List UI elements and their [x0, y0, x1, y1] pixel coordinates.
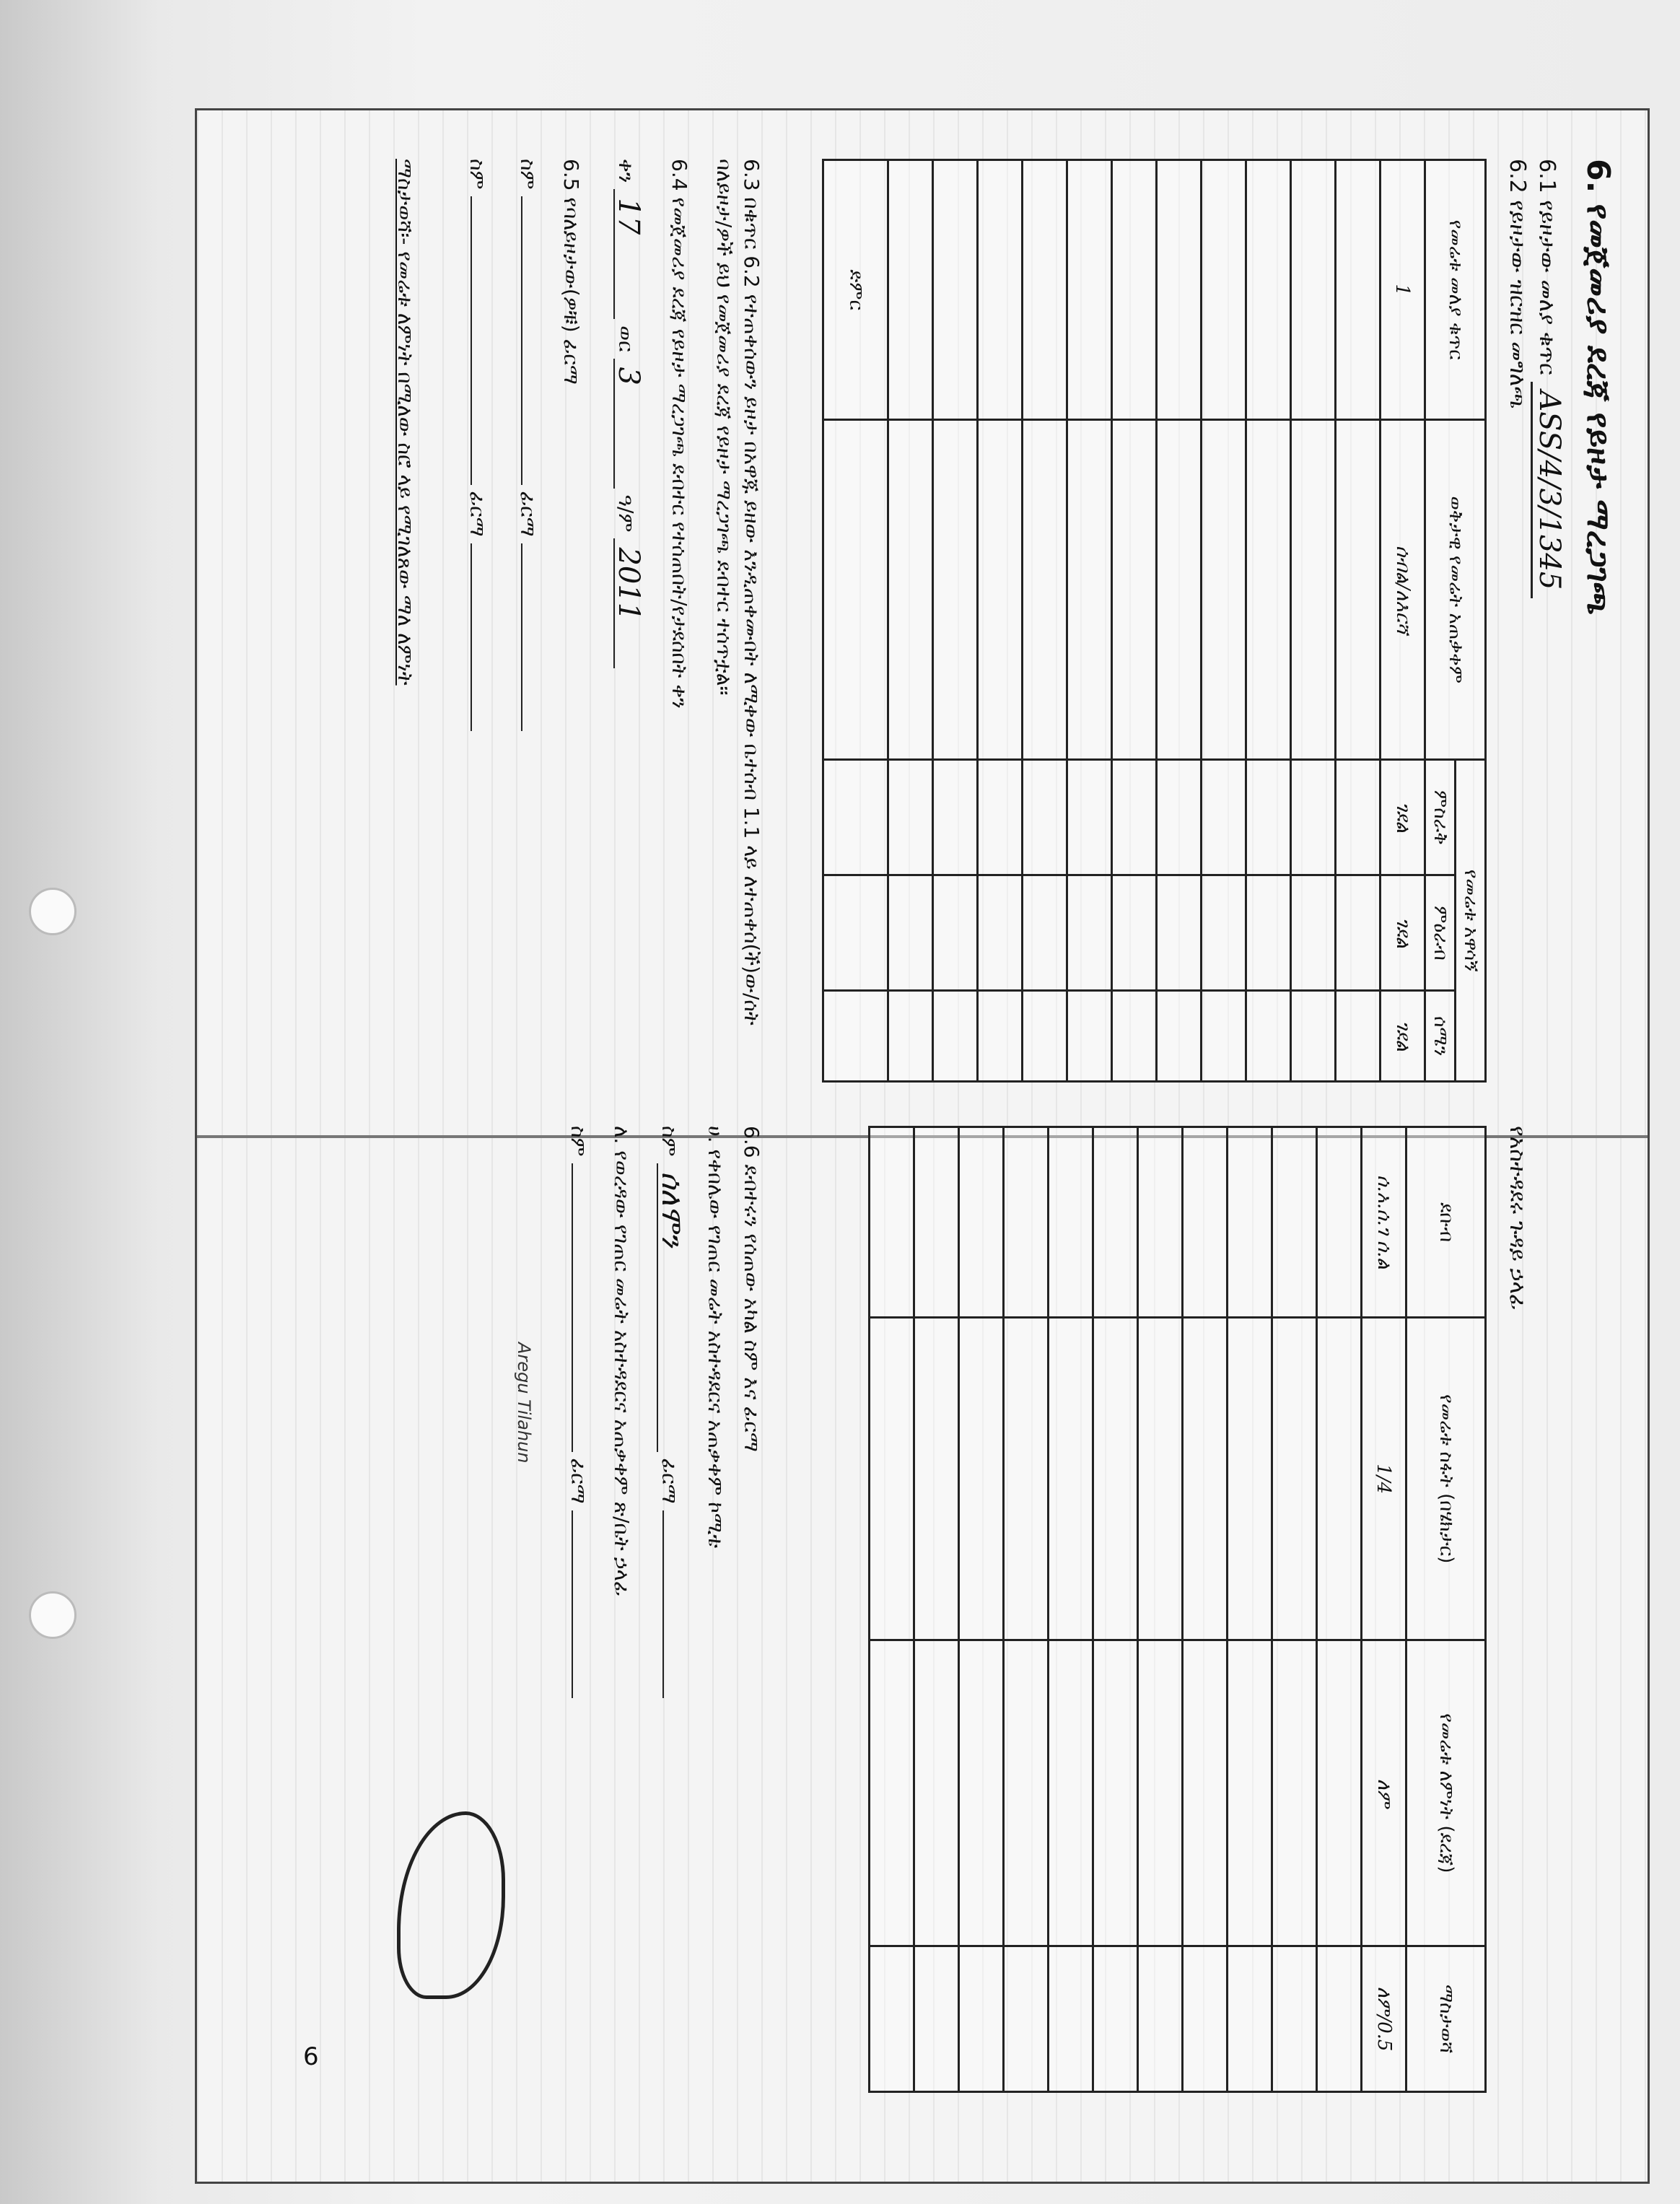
- table-cell: [870, 1640, 914, 1946]
- table-cell: [1317, 1318, 1362, 1640]
- table-header-cell: ደቡብ: [1406, 1127, 1486, 1318]
- table-cell: [1202, 991, 1246, 1082]
- stamp-text: Aregu Tilahun: [514, 1342, 534, 1464]
- table-cell: [1112, 160, 1157, 420]
- sign-label: ፊርማ: [566, 1458, 590, 1504]
- table-cell: [1049, 1640, 1093, 1946]
- table-cell: [978, 760, 1023, 875]
- table-row: [1093, 1127, 1138, 2092]
- punch-hole-bottom: [29, 1591, 76, 1639]
- table-cell: [978, 420, 1023, 760]
- table-cell: [933, 420, 978, 760]
- table-group-header: የመሬቱ አዋሳኝ: [1456, 760, 1486, 1082]
- table-row: [1004, 1127, 1049, 2092]
- table-cell: [1112, 991, 1157, 1082]
- section-title: 6. የመጀመሪያ ደረጃ የይዞታ ማረጋገጫ: [1580, 159, 1616, 615]
- table-cell: [1291, 875, 1336, 991]
- table-cell: [1228, 1640, 1272, 1946]
- punch-hole-top: [29, 888, 76, 935]
- table-cell: [1067, 875, 1112, 991]
- name-line: [572, 1163, 573, 1452]
- name-label: ስም: [465, 159, 489, 190]
- table-row: [1049, 1127, 1093, 2092]
- sign-line: [471, 543, 472, 731]
- table-row: [870, 1127, 914, 2092]
- table-cell: [959, 1640, 1004, 1946]
- table-row: [1362, 1127, 1406, 2092]
- table-row: [1067, 160, 1112, 1082]
- table-cell: [1317, 1640, 1362, 1946]
- table-row: [1183, 1127, 1228, 2092]
- table-cell: ገደል: [1381, 991, 1425, 1082]
- table-cell: [1336, 875, 1381, 991]
- paragraph-6-4: 6.4 የመጀመሪያ ደረጃ የይዞታ ማረጋገጫ ደብተር የተሰጠበት/የታደሰበት ቀን: [668, 159, 691, 709]
- table-cell: [959, 1946, 1004, 2092]
- table-row: [888, 160, 933, 1082]
- paragraph-6-6-b: ለ. የወረዳው የገጠር መሬት አስተዳደርና አጠቃቀም ጽ/ቤት ኃላፊ: [610, 1126, 634, 1596]
- table-cell: [1138, 1946, 1183, 2092]
- sign-line: [521, 543, 522, 731]
- table-row: [1023, 160, 1067, 1082]
- land-boundary-table: [822, 159, 1487, 1083]
- table-row: [1336, 160, 1381, 1082]
- table-header-cell: የመሬቱ ስፋት (በሄክታር): [1406, 1318, 1486, 1640]
- table-cell: [1067, 160, 1112, 420]
- table-cell: [978, 991, 1023, 1082]
- office-signature-row: [564, 1126, 592, 1698]
- table-header-row: [1406, 1127, 1486, 2092]
- paragraph-6-3: 6.3 በቁጥር 6.2 የተጠቀሰውን ይዞታ በአዋጁ ይዘው እንዲጠቀሙበት ለሚቀው ቤተሰብ 1.1 ላይ ለተጠቀሰ(ች)ው/ሰት ባለይዞታ/ዎች ይህ የመጀመሪያ ደረጃ የይዞታ ማረጋገጫ ደብተር ተሰጥቷል።: [712, 159, 764, 1026]
- table-body: [888, 160, 1425, 1082]
- sign-label: ፊርማ: [516, 491, 540, 537]
- right-table-caption: የአስተዳደሩ ጉዳይ ኃላፊ: [1505, 1126, 1530, 1311]
- table-row: [1291, 160, 1336, 1082]
- table-cell: [959, 1318, 1004, 1640]
- table-body: [870, 1127, 1406, 2092]
- table-cell: [1183, 1946, 1228, 2092]
- table-cell: [1023, 760, 1067, 875]
- table-cell: [1067, 760, 1112, 875]
- table-cell: [914, 1640, 959, 1946]
- sign-line: [662, 1510, 664, 1698]
- date-day-label: ቀን: [614, 159, 638, 183]
- table-cell: [1228, 1127, 1272, 1318]
- table-cell: [1317, 1946, 1362, 2092]
- date-month-value: 3: [613, 359, 642, 489]
- table-row: [914, 1127, 959, 2092]
- holder-signature-row-2: [463, 159, 491, 731]
- table-cell: [1004, 1127, 1049, 1318]
- table-cell: [1291, 160, 1336, 420]
- table-header-cell: የመሬቱ ለምነት (ደረጃ): [1406, 1640, 1486, 1946]
- table-cell: [1202, 760, 1246, 875]
- table-cell: [914, 1318, 959, 1640]
- table-row: [1317, 1127, 1362, 2092]
- table-row: [978, 160, 1023, 1082]
- sign-label: ፊርማ: [465, 491, 489, 537]
- table-header-cell: ምዕራብ: [1425, 875, 1456, 991]
- paragraph-6-6: 6.6 ደብተሩን የሰጠው አካል ስም እና ፊርማ: [740, 1126, 764, 1452]
- table-cell: [1157, 160, 1202, 420]
- table-cell: [1023, 160, 1067, 420]
- table-row: [959, 1127, 1004, 2092]
- table-cell: [1228, 1318, 1272, 1640]
- sign-line: [572, 1510, 573, 1698]
- table-cell: [1291, 991, 1336, 1082]
- table-cell: [1202, 160, 1246, 420]
- table-cell: [1246, 760, 1291, 875]
- name-line: [471, 196, 472, 485]
- table-cell: [888, 160, 933, 420]
- table-cell: [1157, 875, 1202, 991]
- table-cell: [1202, 875, 1246, 991]
- table-cell: [1067, 420, 1112, 760]
- date-year-value: 2011: [613, 538, 642, 668]
- table-cell: [959, 1127, 1004, 1318]
- land-size-table: [868, 1126, 1487, 2093]
- table-cell: [1183, 1318, 1228, 1640]
- table-cell: [1246, 875, 1291, 991]
- table-cell: [1202, 420, 1246, 760]
- table-cell: [1112, 875, 1157, 991]
- table-cell: [1291, 760, 1336, 875]
- table-cell: ሰ.አ.ሰ.ገ ሰ.ል: [1362, 1127, 1406, 1318]
- table-total-label: ድምር: [823, 160, 888, 420]
- table-cell: [1246, 160, 1291, 420]
- table-cell: [1336, 760, 1381, 875]
- table-cell: [1023, 991, 1067, 1082]
- table-cell: [888, 760, 933, 875]
- table-cell: ሰብል/ለእርሻ: [1381, 420, 1425, 760]
- table-cell: [1093, 1318, 1138, 1640]
- table-cell: [978, 160, 1023, 420]
- table-cell: ለም/0.5: [1362, 1946, 1406, 2092]
- name-line: [521, 196, 522, 485]
- table-cell: [1023, 420, 1067, 760]
- rotated-form-content: [260, 115, 1631, 2136]
- issue-date-row: [612, 159, 645, 1097]
- table-cell: [1138, 1127, 1183, 1318]
- table-cell: [1093, 1127, 1138, 1318]
- holding-number-value: ASS/4/3/1345: [1531, 382, 1566, 598]
- table-row: [1138, 1127, 1183, 2092]
- table-header-cell: ምስራቅ: [1425, 760, 1456, 875]
- table-cell: [1049, 1318, 1093, 1640]
- table-cell: [1004, 1318, 1049, 1640]
- table-cell: [1093, 1640, 1138, 1946]
- table-header-row: [1456, 160, 1486, 1082]
- holding-number-label: 6.1 የይዞታው መለያ ቁጥር: [1534, 159, 1559, 375]
- paragraph-6-6-a: ሀ. የቀበሌው የገጠር መሬት አስተዳደርና አጠቃቀም ኮሚቴ: [704, 1126, 727, 1549]
- table-row: [1272, 1127, 1317, 2092]
- committee-name-value: ሰለሞን: [657, 1163, 686, 1452]
- table-cell: [1049, 1127, 1093, 1318]
- footnote: ማስታወሻ፡- የመሬቱ ለምነት በሚለው ስሮ ላይ የሚገለጸው ማለ ለምነት: [393, 159, 417, 686]
- table-row: [1157, 160, 1202, 1082]
- table-row: [1112, 160, 1157, 1082]
- name-label: ስም: [657, 1126, 681, 1157]
- table-cell: [1093, 1946, 1138, 2092]
- table-cell: [888, 875, 933, 991]
- table-cell: ለም: [1362, 1640, 1406, 1946]
- paragraph-6-5: 6.5 የባለይዞታው(ዎቹ) ፊርማ: [559, 159, 583, 385]
- sign-label: ፊርማ: [657, 1458, 681, 1504]
- table-cell: [933, 760, 978, 875]
- table-cell: [888, 420, 933, 760]
- table-cell: [1272, 1640, 1317, 1946]
- table-cell: [1246, 991, 1291, 1082]
- table-cell: 1: [1381, 160, 1425, 420]
- table-cell: [1336, 160, 1381, 420]
- table-header-cell: ወቅታዊ የመሬት አጠቃቀም: [1425, 420, 1486, 760]
- table-cell: [1228, 1946, 1272, 2092]
- table-cell: [933, 991, 978, 1082]
- holder-signature-row-1: [514, 159, 541, 731]
- handwritten-signature: [397, 1811, 505, 1999]
- table-cell: [933, 875, 978, 991]
- table-cell: [914, 1946, 959, 2092]
- table-cell: [1272, 1318, 1317, 1640]
- table-cell: [870, 1127, 914, 1318]
- table-cell: [1067, 991, 1112, 1082]
- table-cell: [1183, 1640, 1228, 1946]
- date-month-label: ወር: [614, 325, 638, 352]
- table-cell: [1157, 420, 1202, 760]
- boundary-label: 6.2 የይዞታው ዝርዝር መግለጫ: [1505, 159, 1530, 409]
- committee-signature-row: [655, 1126, 686, 1698]
- table-total-row: [823, 160, 888, 1082]
- table-row: [933, 160, 978, 1082]
- table-cell: [823, 991, 888, 1082]
- table-row: [1246, 160, 1291, 1082]
- table-cell: [933, 160, 978, 420]
- table-cell: [1023, 875, 1067, 991]
- name-label: ስም: [566, 1126, 590, 1157]
- table-cell: [1291, 420, 1336, 760]
- table-cell: [1272, 1127, 1317, 1318]
- table-row: [1228, 1127, 1272, 2092]
- table-cell: [1157, 991, 1202, 1082]
- table-cell: [888, 991, 933, 1082]
- table-cell: [1336, 420, 1381, 760]
- table-cell: [1049, 1946, 1093, 2092]
- table-cell: [823, 760, 888, 875]
- table-cell: [1004, 1946, 1049, 2092]
- holding-number-row: [1533, 159, 1566, 598]
- table-cell: [1183, 1127, 1228, 1318]
- date-day-value: 17: [613, 189, 642, 319]
- table-row: [1381, 160, 1425, 1082]
- table-cell: [1112, 420, 1157, 760]
- table-cell: [914, 1127, 959, 1318]
- table-cell: [870, 1318, 914, 1640]
- table-header-cell: የመሬቱ መለያ ቁጥር: [1425, 160, 1486, 420]
- table-cell: [1272, 1946, 1317, 2092]
- table-header-cell: ሰሜን: [1425, 991, 1456, 1082]
- table-cell: [1317, 1127, 1362, 1318]
- table-cell: 1/4: [1362, 1318, 1406, 1640]
- table-cell: [1112, 760, 1157, 875]
- table-cell: [823, 420, 888, 760]
- table-cell: [1138, 1640, 1183, 1946]
- table-cell: [870, 1946, 914, 2092]
- table-row: [1202, 160, 1246, 1082]
- table-cell: [1246, 420, 1291, 760]
- date-year-label: ዓ/ም: [614, 494, 638, 533]
- table-cell: [1138, 1318, 1183, 1640]
- table-cell: [823, 875, 888, 991]
- table-header-cell: ማስታወሻ: [1406, 1946, 1486, 2092]
- table-cell: [978, 875, 1023, 991]
- page-number: 6: [303, 2042, 319, 2071]
- table-cell: [1336, 991, 1381, 1082]
- table-cell: [1004, 1640, 1049, 1946]
- table-cell: ገደል: [1381, 875, 1425, 991]
- name-label: ስም: [516, 159, 540, 190]
- table-cell: ገደል: [1381, 760, 1425, 875]
- table-cell: [1157, 760, 1202, 875]
